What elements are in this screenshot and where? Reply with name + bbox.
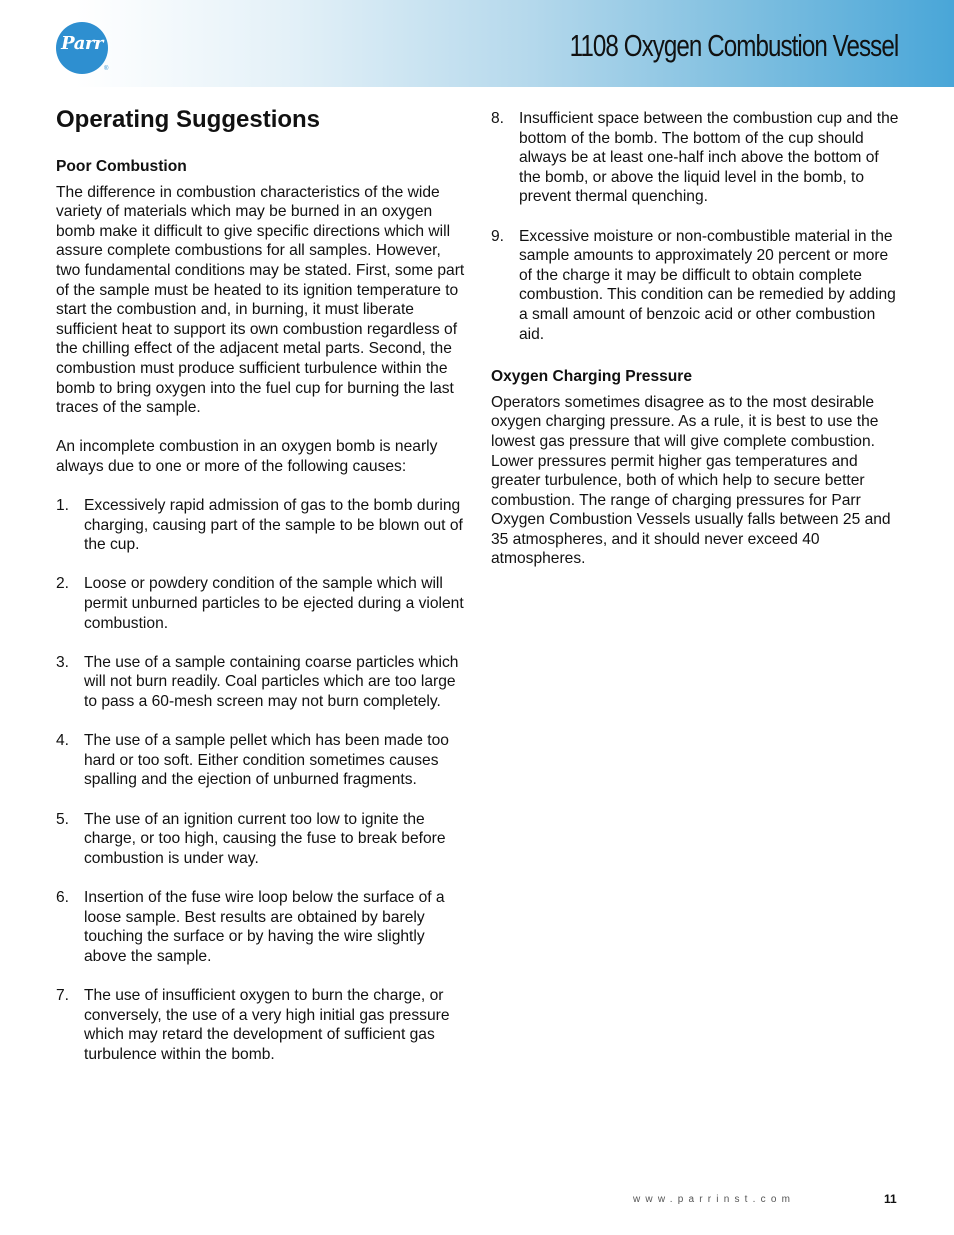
- list-item: [56, 888, 466, 966]
- right-column: [491, 109, 901, 569]
- oxygen-pressure-heading: Oxygen Charging Pressure: [491, 368, 693, 386]
- parr-logo: [56, 22, 108, 74]
- registered-mark: ®: [104, 66, 109, 72]
- list-item: [56, 653, 466, 712]
- list-item: [56, 986, 466, 1064]
- page-number: 11: [884, 1192, 897, 1206]
- list-item: [491, 227, 901, 345]
- item-number: 5.: [56, 810, 70, 828]
- item-text: The use of insufficient oxygen to burn the charge, or conversely, the use of a very high initial gas pressure which may retard the development of sufficient gas turbulence within the bomb.: [84, 986, 450, 1063]
- left-column: [56, 157, 466, 1064]
- item-text: The use of an ignition current too low to ignite the charge, or too high, causing the fuse to break before combustion is under way.: [84, 810, 446, 867]
- item-text: The use of a sample pellet which has been made too hard or too soft. Either condition sometimes causes spalling and the ejection of unburned fragments.: [84, 732, 449, 789]
- item-number: 4.: [56, 732, 70, 750]
- document-title: 1108 Oxygen Combustion Vessel: [569, 28, 898, 63]
- item-number: 6.: [56, 888, 70, 906]
- list-item: [56, 731, 466, 790]
- item-number: 8.: [491, 110, 505, 127]
- item-text: The use of a sample containing coarse particles which will not burn readily. Coal particles which are too large to pass a 60-mesh screen may not burn completely.: [84, 653, 459, 711]
- item-number: 7.: [56, 986, 70, 1004]
- item-number: 2.: [56, 575, 70, 593]
- section-title: Operating Suggestions: [56, 106, 321, 133]
- item-text: Insufficient space between the combustion cup and the bottom of the bomb. The bottom of the cup should always be at least one-half inch above the bottom of the bomb, or above the liquid level in the bomb, to prevent thermal quenching.: [519, 110, 899, 206]
- item-text: Loose or powdery condition of the sample which will permit unburned particles to be ejected during a violent combustion.: [84, 575, 464, 632]
- item-text: Excessively rapid admission of gas to the bomb during charging, causing part of the sample to be blown out of the cup.: [84, 497, 463, 554]
- poor-combustion-heading: Poor Combustion: [56, 158, 187, 175]
- item-number: 3.: [56, 653, 70, 671]
- list-item: [56, 810, 466, 869]
- item-text: Excessive moisture or non-combustible material in the sample amounts to approximately 20 percent or more of the charge it may be difficult to obtain complete combustion. This condition can be remedied by adding a small amount of benzoic acid or other combustion aid.: [519, 227, 896, 343]
- item-text: Insertion of the fuse wire loop below the surface of a loose sample. Best results are obtained by barely touching the surface or by having the wire slightly above the sample.: [84, 888, 445, 965]
- website-url: www.parrinst.com: [633, 1194, 796, 1205]
- paragraph: Operators sometimes disagree as to the most desirable oxygen charging pressure. As a rule, it is best to use the lowest gas pressure that will give complete combustion. Lower pressures permit higher gas temperatures and greater turbulence, both of which help to secure better combustion. The range of charging pressures for Parr Oxygen Combustion Vessels usually falls between 25 and 35 atmospheres, and it should never exceed 40 atmospheres.: [491, 393, 891, 568]
- item-number: 1.: [56, 497, 70, 515]
- list-item: [56, 496, 466, 555]
- page-header: [0, 0, 954, 87]
- list-item: [491, 109, 901, 207]
- list-item: [56, 574, 466, 633]
- paragraph: The difference in combustion characteristics of the wide variety of materials which may be burned in an oxygen bomb make it difficult to give specific directions which will assure complete combustions for all samples. However, two fundamental conditions may be stated. First, some part of the sample must be heated to its ignition temperature to start the combustion and, in burning, it must liberate sufficient heat to support its own combustion regardless of the chilling effect of the adjacent metal parts. Second, the combustion must produce sufficient turbulence within the bomb to bring oxygen into the fuel cup for burning the last traces of the sample.: [56, 183, 465, 417]
- item-number: 9.: [491, 227, 505, 245]
- paragraph: An incomplete combustion in an oxygen bomb is nearly always due to one or more of the following causes:: [56, 438, 438, 475]
- logo-text: Parr: [61, 33, 103, 54]
